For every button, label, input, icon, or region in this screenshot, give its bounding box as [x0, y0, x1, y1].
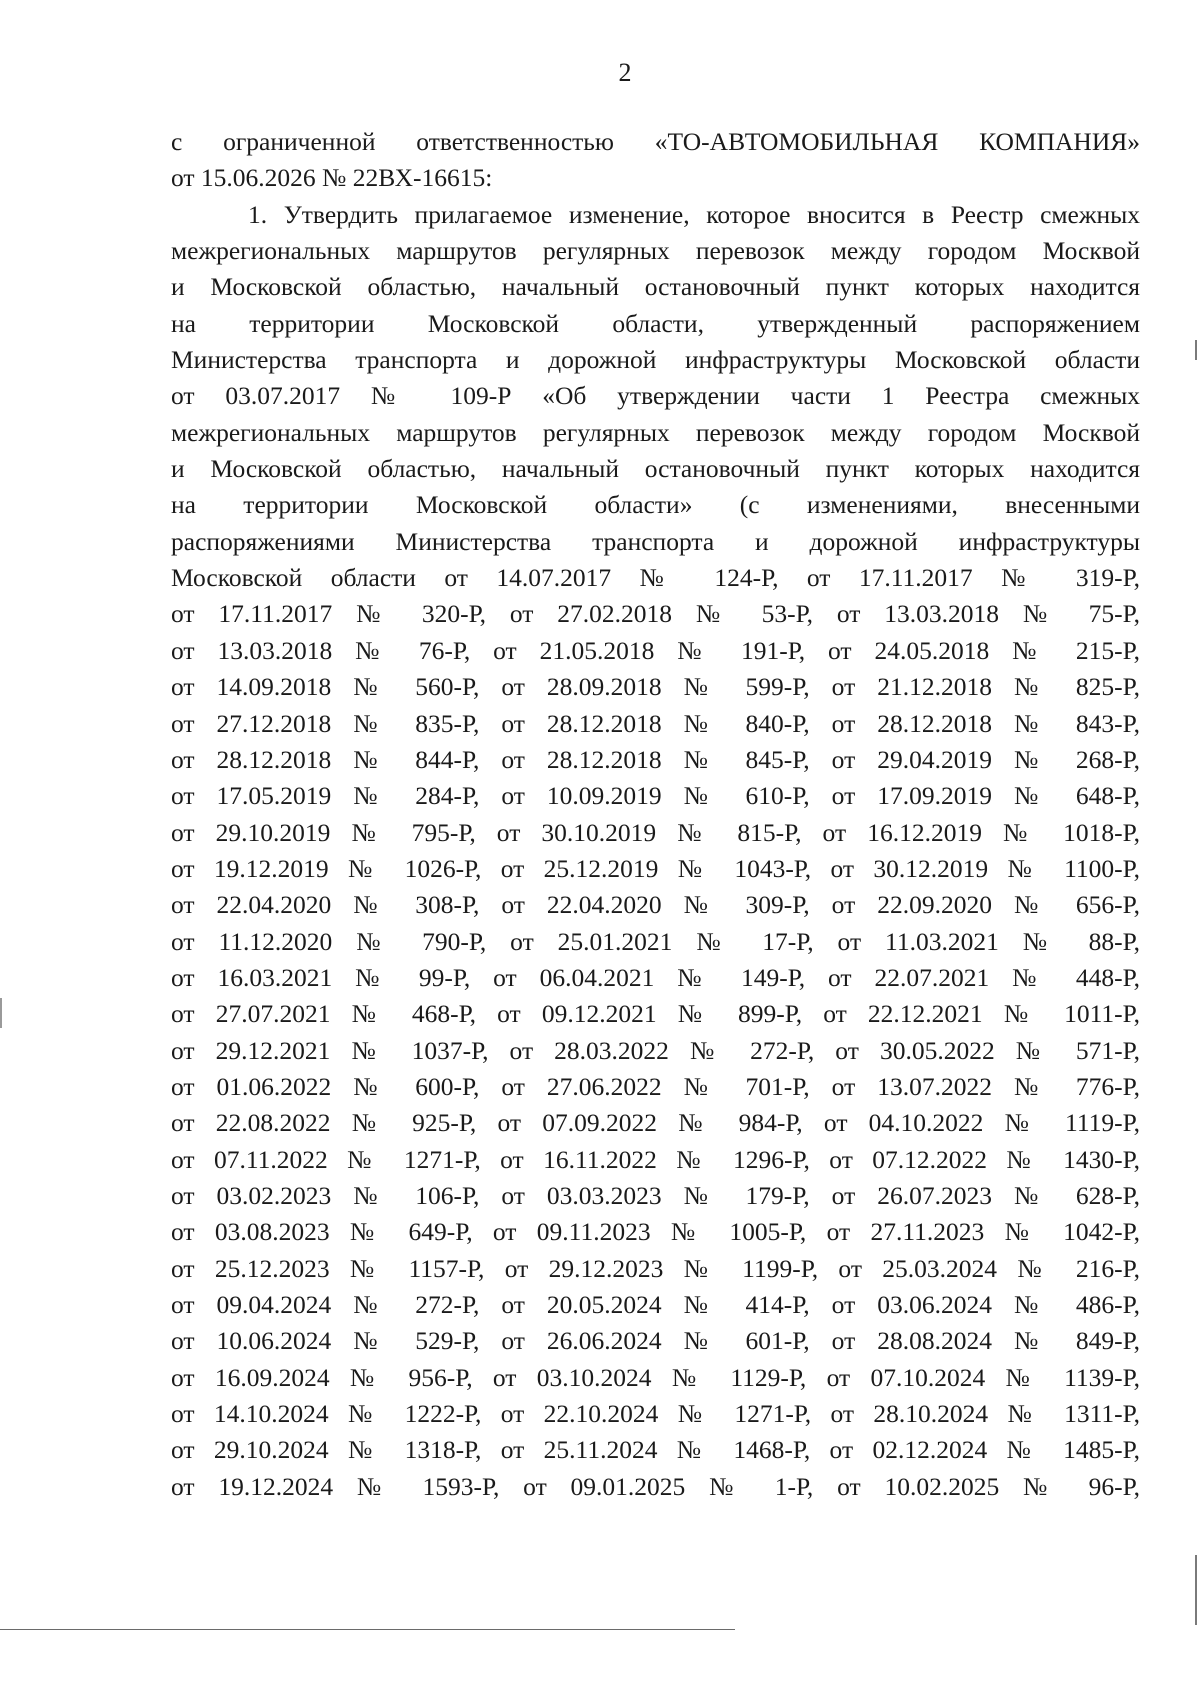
text-line: от 16.03.2021 № 99-Р, от 06.04.2021 № 149-Р, от 22.07.2021 № 448-Р,	[171, 962, 1140, 992]
text-line: от 29.10.2019 № 795-Р, от 30.10.2019 № 815-Р, от 16.12.2019 № 1018-Р,	[171, 817, 1140, 847]
text-line: на территории Московской области, утвержденный распоряжением	[171, 308, 1140, 338]
text-line: от 14.10.2024 № 1222-Р, от 22.10.2024 № 1271-Р, от 28.10.2024 № 1311-Р,	[171, 1399, 1140, 1429]
text-line: от 16.09.2024 № 956-Р, от 03.10.2024 № 1129-Р, от 07.10.2024 № 1139-Р,	[171, 1362, 1140, 1392]
text-line: от 15.06.2026 № 22ВХ-16615:	[171, 163, 493, 193]
text-line: от 17.11.2017 № 320-Р, от 27.02.2018 № 53-Р, от 13.03.2018 № 75-Р,	[171, 599, 1140, 629]
text-line: от 17.05.2019 № 284-Р, от 10.09.2019 № 610-Р, от 17.09.2019 № 648-Р,	[171, 781, 1140, 811]
text-line: распоряжениями Министерства транспорта и дорожной инфраструктуры	[171, 526, 1140, 556]
text-line: от 25.12.2023 № 1157-Р, от 29.12.2023 № 1199-Р, от 25.03.2024 № 216-Р,	[171, 1253, 1140, 1283]
text-line: от 09.04.2024 № 272-Р, от 20.05.2024 № 414-Р, от 03.06.2024 № 486-Р,	[171, 1290, 1140, 1319]
text-line: 1. Утвердить прилагаемое изменение, которое вносится в Реестр смежных	[248, 199, 1140, 229]
text-line: от 27.07.2021 № 468-Р, от 09.12.2021 № 899-Р, от 22.12.2021 № 1011-Р,	[171, 999, 1140, 1029]
text-line: от 22.04.2020 № 308-Р, от 22.04.2020 № 309-Р, от 22.09.2020 № 656-Р,	[171, 890, 1140, 920]
text-line: от 29.10.2024 № 1318-Р, от 25.11.2024 № 1468-Р, от 02.12.2024 № 1485-Р,	[171, 1435, 1140, 1465]
text-line: от 03.08.2023 № 649-Р, от 09.11.2023 № 1005-Р, от 27.11.2023 № 1042-Р,	[171, 1217, 1140, 1247]
text-line: от 19.12.2024 № 1593-Р, от 09.01.2025 № 1-Р, от 10.02.2025 № 96-Р,	[171, 1471, 1140, 1501]
scan-bottom-edge	[0, 1629, 735, 1630]
text-line: от 29.12.2021 № 1037-Р, от 28.03.2022 № 272-Р, от 30.05.2022 № 571-Р,	[171, 1035, 1140, 1065]
text-line: межрегиональных маршрутов регулярных перевозок между городом Москвой	[171, 417, 1140, 447]
text-line: межрегиональных маршрутов регулярных перевозок между городом Москвой	[171, 236, 1140, 266]
text-line: Московской области от 14.07.2017 № 124-Р, от 17.11.2017 № 319-Р,	[171, 563, 1140, 593]
scan-edge-mark	[1195, 1555, 1197, 1625]
text-line: от 13.03.2018 № 76-Р, от 21.05.2018 № 191-Р, от 24.05.2018 № 215-Р,	[171, 635, 1140, 665]
text-line: на территории Московской области» (с изменениями, внесенными	[171, 490, 1140, 520]
page-number: 2	[618, 58, 632, 87]
text-line: от 14.09.2018 № 560-Р, от 28.09.2018 № 599-Р, от 21.12.2018 № 825-Р,	[171, 672, 1140, 702]
scan-edge-mark	[0, 998, 2, 1028]
text-line: от 07.11.2022 № 1271-Р, от 16.11.2022 № 1296-Р, от 07.12.2022 № 1430-Р,	[171, 1144, 1140, 1174]
scan-edge-mark	[1195, 340, 1197, 360]
text-line: от 19.12.2019 № 1026-Р, от 25.12.2019 № 1043-Р, от 30.12.2019 № 1100-Р,	[171, 853, 1140, 883]
document-body	[171, 124, 1140, 1505]
text-line: от 22.08.2022 № 925-Р, от 07.09.2022 № 984-Р, от 04.10.2022 № 1119-Р,	[171, 1108, 1140, 1138]
text-line: с ограниченной ответственностью «ТО-АВТОМОБИЛЬНАЯ КОМПАНИЯ»	[171, 127, 1140, 156]
text-line: от 11.12.2020 № 790-Р, от 25.01.2021 № 17-Р, от 11.03.2021 № 88-Р,	[171, 926, 1140, 956]
text-line: от 10.06.2024 № 529-Р, от 26.06.2024 № 601-Р, от 28.08.2024 № 849-Р,	[171, 1326, 1140, 1356]
text-line: от 03.07.2017 № 109-Р «Об утверждении части 1 Реестра смежных	[171, 381, 1140, 411]
text-line: от 27.12.2018 № 835-Р, от 28.12.2018 № 840-Р, от 28.12.2018 № 843-Р,	[171, 708, 1140, 738]
text-line: и Московской областью, начальный остановочный пункт которых находится	[171, 272, 1140, 302]
text-line: Министерства транспорта и дорожной инфраструктуры Московской области	[171, 345, 1140, 375]
text-line: от 28.12.2018 № 844-Р, от 28.12.2018 № 845-Р, от 29.04.2019 № 268-Р,	[171, 744, 1140, 774]
text-line: от 03.02.2023 № 106-Р, от 03.03.2023 № 179-Р, от 26.07.2023 № 628-Р,	[171, 1180, 1140, 1210]
text-line: и Московской областью, начальный остановочный пункт которых находится	[171, 454, 1140, 484]
text-line: от 01.06.2022 № 600-Р, от 27.06.2022 № 701-Р, от 13.07.2022 № 776-Р,	[171, 1071, 1140, 1101]
